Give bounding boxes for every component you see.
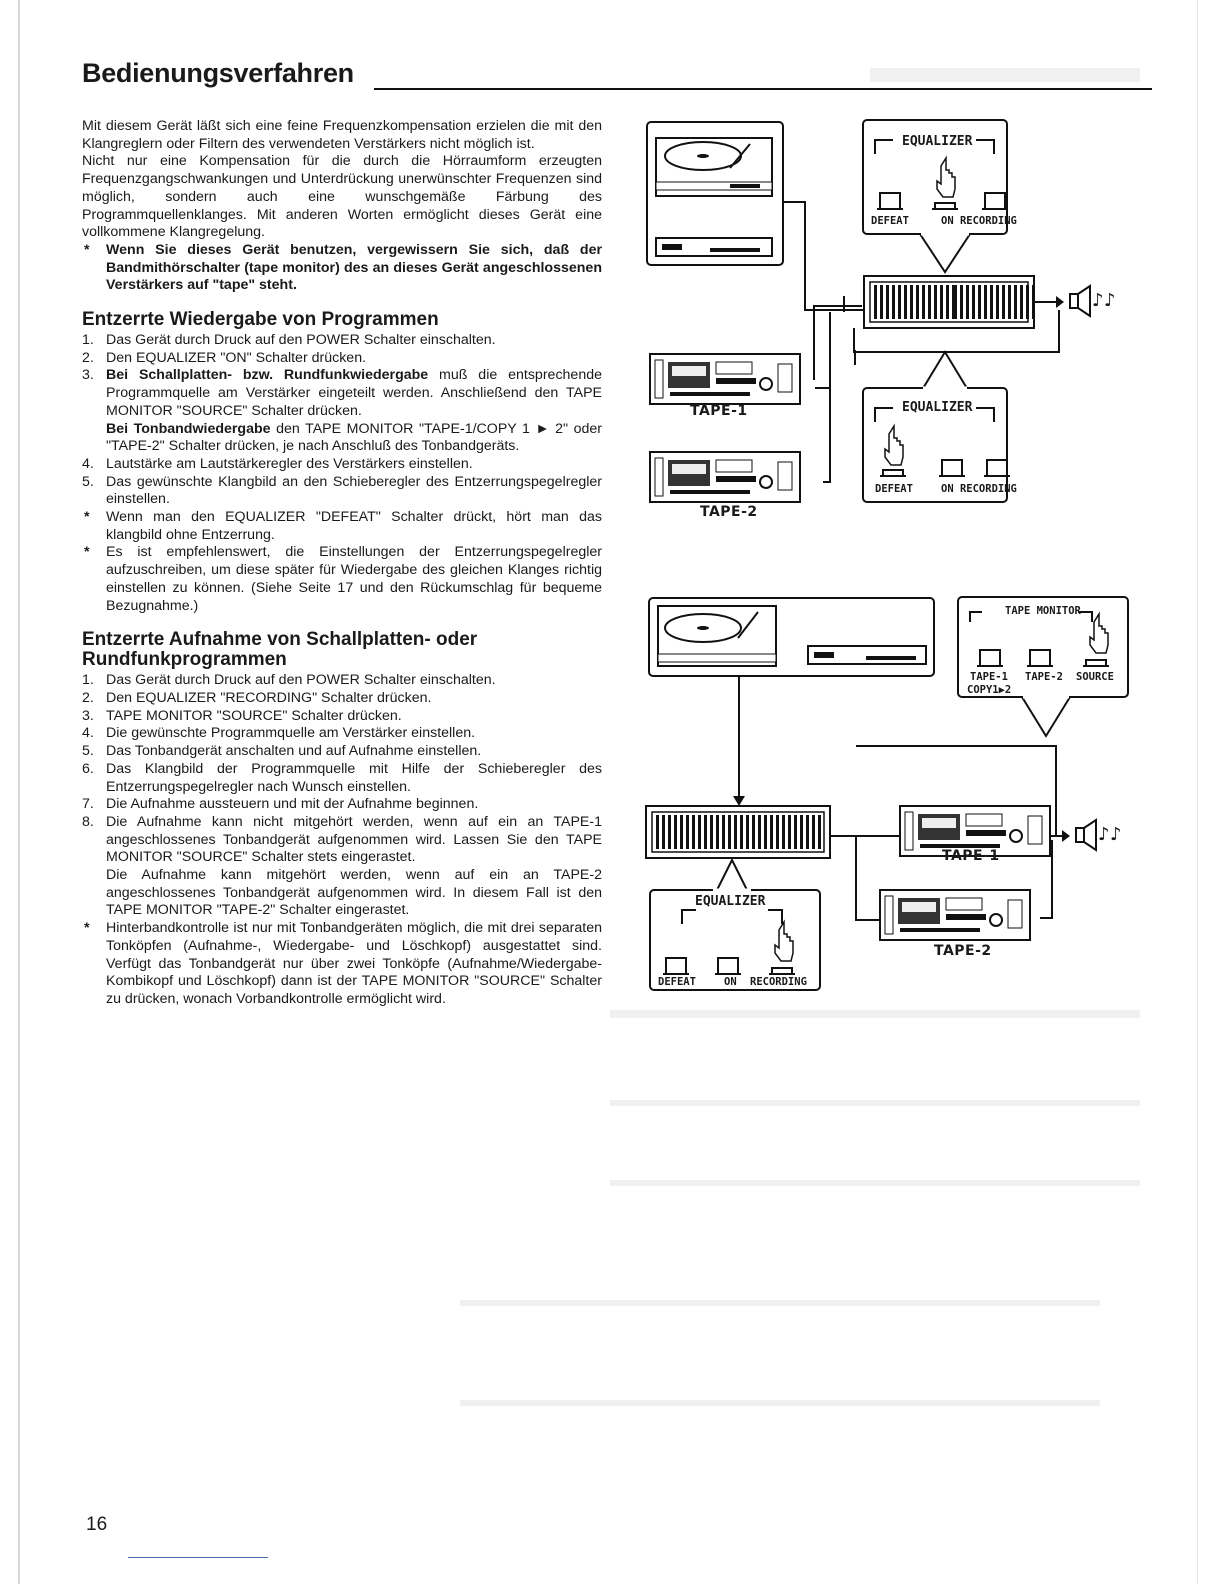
tape2-label: TAPE-2 [700,504,758,520]
list-item: 1. Das Gerät durch Druck auf den POWER Schalter einschalten. [82,332,496,349]
section-heading-recording: Entzerrte Aufnahme von Schallplatten- oder Rundfunkprogrammen [82,629,478,671]
bleed-through [460,1400,1100,1406]
list-item: 2. Den EQUALIZER "RECORDING" Schalter drücken. [82,689,432,706]
turntable-icon [656,138,772,196]
list-item: 6. Das Klangbild der Programmquelle mit Hilfe der Schieberegler des Entzerrungspegelregler nach Wunsch einstellen. [82,760,602,795]
intro-note-text: Wenn Sie dieses Gerät benutzen, vergewissern Sie sich, daß der Bandmithörschalter (tape monitor) des an dieses Gerät angeschlossenen Verstärkers auf "tape" steht. [106,241,602,294]
bleed-through [610,1100,1140,1106]
list-item: 8. Die Aufnahme kann nicht mitgehört werden, wenn auf ein an TAPE-1 angeschlossenes Tonbandgerät aufgenommen wird. Lassen Sie den TAPE MONITOR "SOURCE" Schalter stets eingerastet. Die Aufnahme kann mitgehört werden, wenn auf ein an TAPE-2 angeschlossenes Tonbandgerät aufgenommen wird. In diesem Fall ist den TAPE MONITOR "TAPE-2" Schalter eingerastet. [82,813,602,919]
equalizer-label: EQUALIZER [902,134,973,149]
tape-monitor-label: TAPE MONITOR [1005,605,1081,617]
text-column [82,118,602,1009]
music-notes-icon: ♪♪ [1092,290,1116,311]
speaker-icon-1 [1070,286,1090,316]
defeat-label: DEFEAT [871,215,909,227]
recording-steps [82,672,602,920]
speaker-icon-2 [1076,820,1096,850]
recording-label: RECORDING [750,976,807,988]
footer-rule [128,1557,268,1558]
defeat-label: DEFEAT [658,976,696,988]
page-title: Bedienungsverfahren [82,58,354,88]
tm-copy-label: COPY1▶2 [967,684,1012,696]
note-item: * Hinterbandkontrolle ist nur mit Tonbandgeräten möglich, die mit drei separaten Tonköpfen (Aufnahme-, Wiedergabe- und Löschkopf) ausgestattet sind. Verfügt das Tonbandgerät nur über zwei Tonköpfe (Aufnahme/Wiedergabe-Kombikopf und Löschkopf) dann ist der TAPE MONITOR "SOURCE" Schalter zu drücken, wonach Vorbandkontrolle ermöglicht wird. [84,920,602,1007]
diagram-graphics [600,100,1160,1020]
tape-deck-2 [650,452,800,502]
tm-source-label: SOURCE [1076,671,1114,683]
list-item: 1. Das Gerät durch Druck auf den POWER Schalter einschalten. [82,672,496,689]
list-item: 3. TAPE MONITOR "SOURCE" Schalter drücken. [82,707,402,724]
intro-note [82,242,602,295]
list-item: 2. Den EQUALIZER "ON" Schalter drücken. [82,349,367,366]
list-item: 3. Bei Schallplatten- bzw. Rundfunkwiedergabe muß die entsprechende Programmquelle am Verstärker eingeteilt werden. Anschließend den TAPE MONITOR "SOURCE" Schalter drücken. Bei Tonbandwiedergabe den TAPE MONITOR "TAPE-1/COPY 1 ► 2" oder "TAPE-2" Schalter drücken, je nach Anschluß des Tonbandgeräts. [82,367,603,455]
bleed-through [460,1300,1100,1306]
page-number: 16 [86,1514,108,1535]
wiring-bottom [739,676,1062,920]
intro-paragraph-1: Mit diesem Gerät läßt sich eine feine Frequenzkompensation erzielen die mit den Klangreglern oder Filtern des verwendeten Verstärkers nicht möglich ist. [82,118,602,152]
list-item: 5. Das gewünschte Klangbild an den Schieberegler des Entzerrungspegelregler einstellen. [82,473,602,508]
list-item: 7. Die Aufnahme aussteuern und mit der Aufnahme beginnen. [82,796,479,813]
on-recording-label: ON RECORDING [941,215,1017,227]
page-edge [18,0,20,1584]
tm-tape1-label: TAPE-1 [970,671,1008,683]
on-recording-label: ON RECORDING [941,483,1017,495]
turntable-icon [658,606,776,666]
intro-paragraph-2: Nicht nur eine Kompensation für die durch die Hörraumform erzeugten Frequenzgangschwankungen und Unterdrückung unerwünschter Frequenzen sind möglich, sondern auch eine wunschgemäße Färbung des Programmquellenklanges. Mit anderen Worten ermöglicht dieses Gerät eine vollkommene Klangregelung. [82,153,602,241]
note-item: * Wenn man den EQUALIZER "DEFEAT" Schalter drückt, hört man das klangbild ohne Entzerrung. [84,509,602,543]
bullet-mark: * [84,241,90,258]
connection-diagrams [600,100,1160,1020]
equalizer-label: EQUALIZER [695,894,766,909]
bleed-through [610,1180,1140,1186]
defeat-label: DEFEAT [875,483,913,495]
tape1-label: TAPE-1 [942,848,1000,864]
tuner-icon [656,238,772,256]
music-notes-icon: ♪♪ [1098,824,1122,845]
equalizer-label: EQUALIZER [902,400,973,415]
playback-steps [82,332,602,509]
note-item: * Es ist empfehlenswert, die Einstellungen der Entzerrungspegelregler aufzuschreiben, um diese später für Wiedergabe des gleichen Klanges richtig einstellen zu können. (Siehe Seite 17 und den Rückumschlag für bequeme Bezugnahme.) [84,544,602,614]
tuner-icon [808,646,926,664]
tm-tape2-label: TAPE-2 [1025,671,1063,683]
tape1-label: TAPE-1 [690,403,748,419]
tape2-label: TAPE-2 [934,943,992,959]
section-heading-playback: Entzerrte Wiedergabe von Programmen [82,309,439,331]
list-item: 4. Die gewünschte Programmquelle am Verstärker einstellen. [82,725,476,742]
title-rule [374,88,1152,90]
tape-deck-2 [880,890,1030,940]
page-header [82,58,1152,98]
list-item: 5. Das Tonbandgerät anschalten und auf Aufnahme einstellen. [82,743,482,760]
page-edge-right [1197,0,1198,1584]
list-item: 4. Lautstärke am Lautstärkeregler des Verstärkers einstellen. [82,455,473,472]
on-label: ON [724,976,737,988]
tape-deck-1 [650,354,800,404]
